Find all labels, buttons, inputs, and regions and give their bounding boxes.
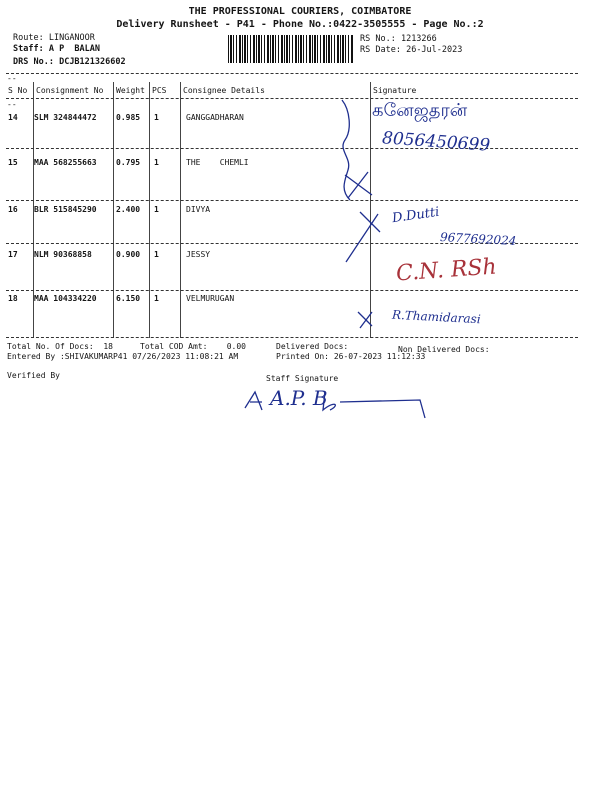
row-consignee: GANGGADHARAN <box>186 113 244 122</box>
row-pcs: 1 <box>154 158 159 167</box>
row-consignment: MAA 568255663 <box>34 158 97 167</box>
staff-signature-label: Staff Signature <box>266 374 339 383</box>
row-sno: 16 <box>8 205 18 214</box>
printed-on <box>276 352 425 361</box>
col-consignment: Consignment No <box>36 86 104 95</box>
cod-label: Total COD Amt: <box>140 342 208 351</box>
row18-name-signature: R.Thamidarasi <box>391 307 481 327</box>
entered-by <box>7 352 238 361</box>
row-sno: 14 <box>8 113 18 122</box>
route-label: Route: <box>13 33 44 43</box>
total-docs-label: Total No. Of Docs: <box>7 342 94 351</box>
row-consignment: BLR 515845290 <box>34 205 97 214</box>
row-consignment: NLM 90368858 <box>34 250 92 259</box>
rs-no-value: 1213266 <box>400 34 437 44</box>
row16-name-signature: D.Dutti <box>391 204 441 227</box>
row16-phone-signature: 9677692024 <box>439 230 517 248</box>
cod-amount <box>140 342 246 351</box>
row-weight: 0.795 <box>116 158 141 167</box>
col-sno: S No <box>8 86 28 95</box>
cod-value: 0.00 <box>226 342 246 351</box>
row14-name-signature: கனேஜதரன் <box>372 100 468 121</box>
total-docs-value: 18 <box>103 342 113 351</box>
entered-by-value: SHIVAKUMARP41 07/26/2023 11:08:21 AM <box>64 352 239 361</box>
row-pcs: 1 <box>154 294 159 303</box>
row-pcs: 1 <box>154 113 159 122</box>
row-pcs: 1 <box>154 205 159 214</box>
non-delivered-docs-label: Non Delivered Docs: <box>398 345 490 354</box>
col-consignee: Consignee Details <box>183 86 265 95</box>
row14-phone-signature: 8056450699 <box>381 128 491 156</box>
printed-label: Printed On: <box>276 352 329 361</box>
drs-label: DRS No.: <box>13 57 54 67</box>
total-docs <box>7 342 113 351</box>
dash-marker: -- <box>7 100 17 109</box>
row-pcs: 1 <box>154 250 159 259</box>
signature-cross-stroke <box>358 312 372 328</box>
rs-no-label: RS No.: <box>360 34 396 44</box>
row-weight: 0.985 <box>116 113 141 122</box>
row-sno: 18 <box>8 294 18 303</box>
row17-name-signature: C.N. RSh <box>395 254 498 287</box>
signature-cross-stroke <box>346 212 380 262</box>
staff-value: A P BALAN <box>48 44 101 54</box>
staff-label: Staff: <box>13 44 44 54</box>
entered-by-label: Entered By : <box>7 352 65 361</box>
signature-cross-stroke <box>345 172 372 198</box>
row-consignee: THE CHEMLI <box>186 158 249 167</box>
rs-date-label: RS Date: <box>360 45 401 55</box>
row-weight: 2.400 <box>116 205 141 214</box>
drs-value: DCJB121326602 <box>59 57 126 67</box>
row-sno: 15 <box>8 158 18 167</box>
row-weight: 0.900 <box>116 250 141 259</box>
staff-handwritten-signature: A.P. B <box>270 386 328 410</box>
printed-value: 26-07-2023 11:12:33 <box>333 352 426 361</box>
route-value: LINGANOOR <box>48 33 95 43</box>
delivered-docs-label: Delivered Docs: <box>276 342 349 351</box>
col-pcs: PCS <box>152 86 167 95</box>
row-weight: 6.150 <box>116 294 141 303</box>
row-consignment: SLM 324844472 <box>34 113 97 122</box>
row-consignment: MAA 104334220 <box>34 294 97 303</box>
row-sno: 17 <box>8 250 18 259</box>
row-consignee: JESSY <box>186 250 211 259</box>
runsheet-subtitle: Delivery Runsheet - P41 - Phone No.:0422-3505555 - Page No.:2 <box>116 19 484 30</box>
row-consignee: VELMURUGAN <box>186 294 235 303</box>
verified-by-label: Verified By <box>7 371 60 380</box>
col-weight: Weight <box>116 86 145 95</box>
dash-marker: -- <box>7 74 17 83</box>
company-title: THE PROFESSIONAL COURIERS, COIMBATORE <box>188 6 412 17</box>
signature-bracket-stroke <box>342 100 350 200</box>
row-consignee: DIVYA <box>186 205 211 214</box>
col-signature: Signature <box>373 86 417 95</box>
rs-date-value: 26-Jul-2023 <box>406 45 463 55</box>
